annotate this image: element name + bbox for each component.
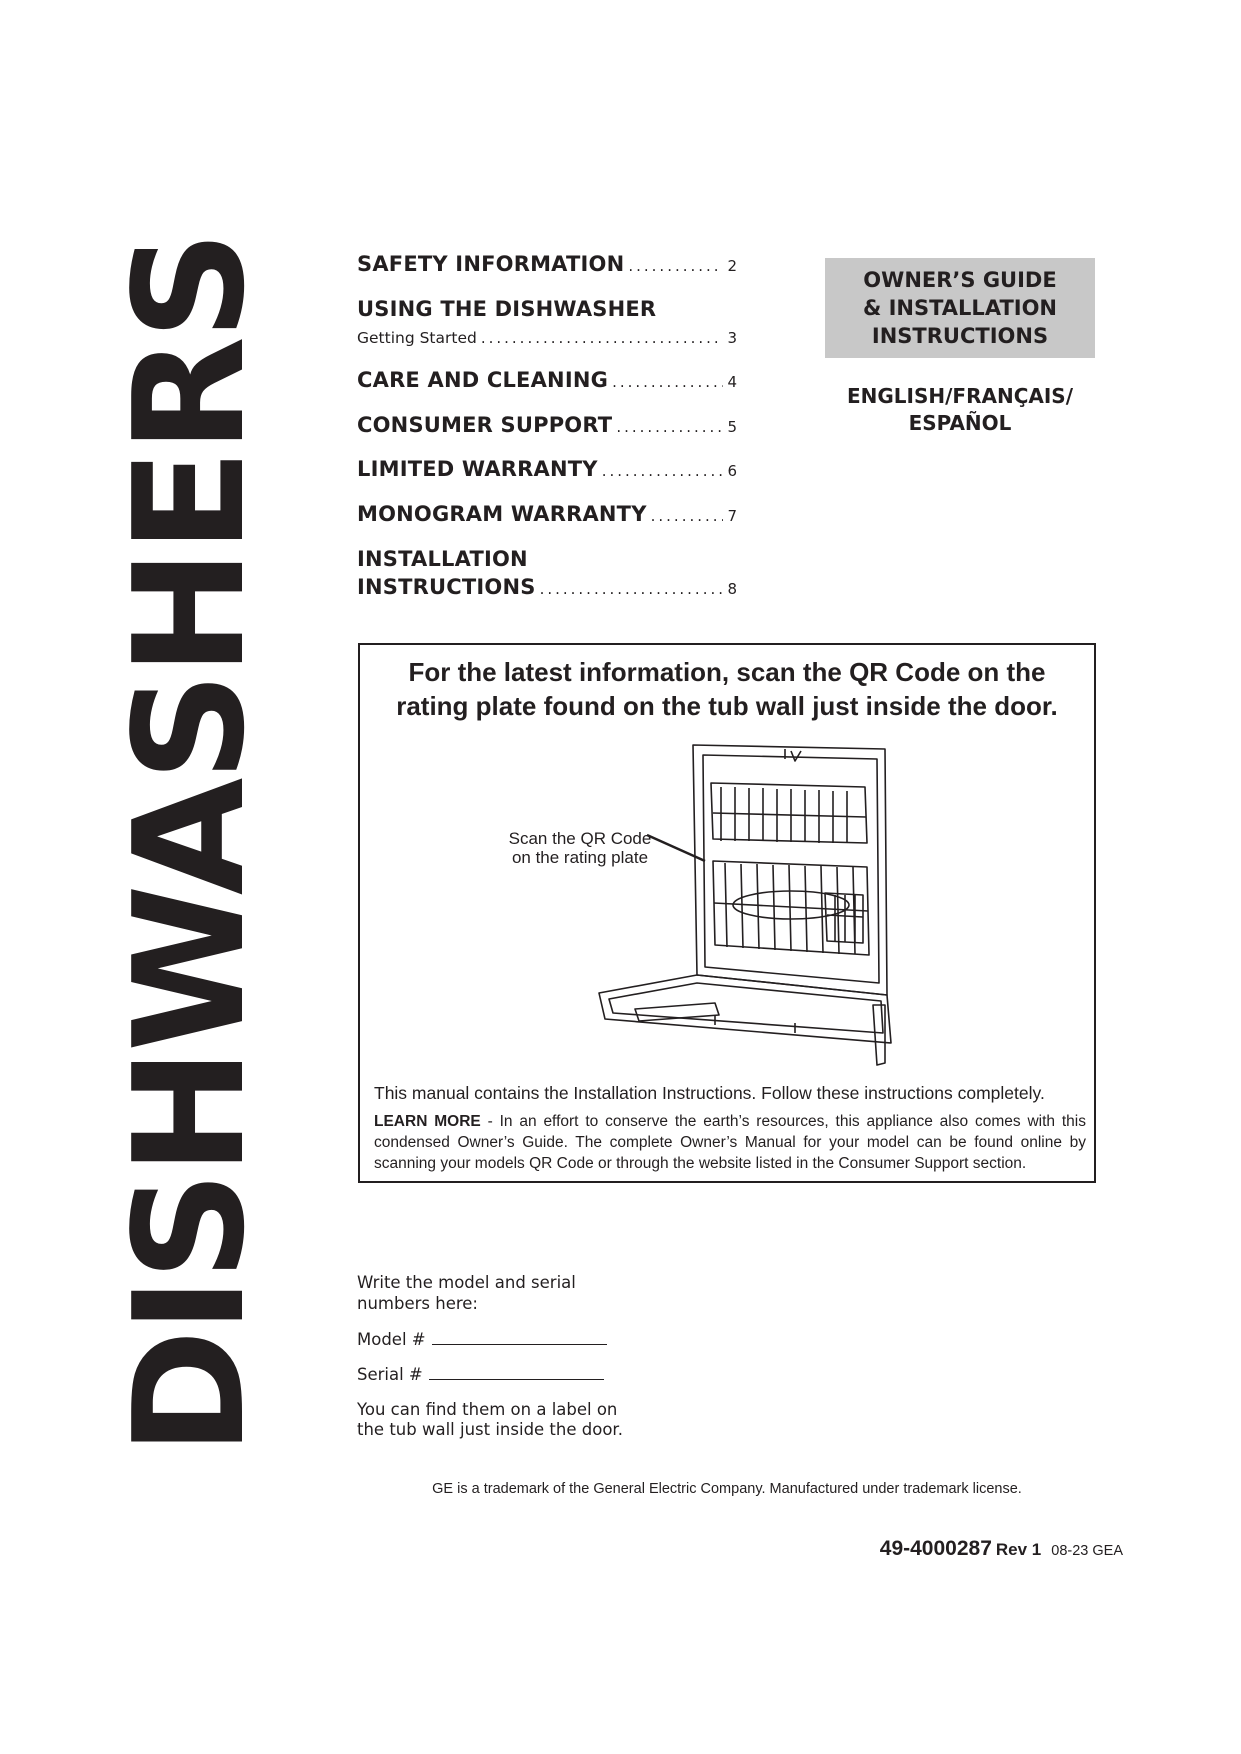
guide-box-line: INSTRUCTIONS	[871, 324, 1049, 348]
guide-box-line: OWNER’S GUIDE	[863, 268, 1057, 292]
languages-label	[825, 383, 1095, 437]
doc-revision: Rev 1	[995, 1540, 1042, 1559]
callout-line: Scan the QR Code	[508, 829, 652, 848]
toc-title: CARE AND CLEANING	[357, 368, 609, 392]
label-location-line: You can find them on a label on	[357, 1400, 618, 1419]
toc-page-number: 7	[727, 507, 737, 525]
toc-title: SAFETY INFORMATION	[357, 252, 625, 276]
qr-callout	[500, 829, 660, 867]
toc-leader-dots	[651, 507, 724, 525]
toc-title: MONOGRAM WARRANTY	[357, 502, 647, 526]
model-blank-line[interactable]	[432, 1330, 607, 1345]
toc-leader-dots	[481, 329, 724, 347]
toc-page-number: 8	[727, 580, 737, 598]
label-location-note	[357, 1400, 657, 1440]
languages-line: ESPAÑOL	[908, 411, 1012, 435]
toc-leader-dots	[540, 580, 724, 598]
toc-title: USING THE DISHWASHER	[357, 297, 657, 321]
toc-page-number: 4	[727, 373, 737, 391]
trademark-notice: GE is a trademark of the General Electric Company. Manufactured under trademark license.	[432, 1481, 1022, 1497]
qr-heading-line: For the latest information, scan the QR Code on the	[408, 657, 1046, 687]
toc-entry-limited-warranty[interactable]	[357, 457, 737, 481]
toc-subtitle: Getting Started	[357, 329, 477, 347]
languages-line: ENGLISH/FRANÇAIS/	[846, 384, 1074, 408]
toc-leader-dots	[628, 257, 723, 275]
callout-line: on the rating plate	[511, 848, 649, 867]
toc-entry-installation[interactable]	[357, 547, 737, 599]
toc-page-number: 6	[727, 462, 737, 480]
learn-more-text: - In an effort to conserve the earth’s resources, this appliance also comes with this condensed Owner’s Guide. The complete Owner’s Manual for your model can be found online by scanning your models QR Code or through the website listed in the Consumer Support section.	[374, 1113, 1086, 1172]
qr-info-box	[358, 643, 1096, 1183]
qr-heading-line: rating plate found on the tub wall just inside the door.	[396, 691, 1058, 721]
toc-page-number: 5	[727, 418, 737, 436]
toc-entry-care[interactable]	[357, 368, 737, 392]
learn-more-label: LEARN MORE	[374, 1113, 481, 1130]
toc-leader-dots	[616, 418, 723, 436]
toc-leader-dots	[612, 373, 723, 391]
toc-title: CONSUMER SUPPORT	[357, 413, 613, 437]
record-intro-line: Write the model and serial	[357, 1273, 576, 1292]
toc-page-number: 2	[727, 257, 737, 275]
toc-entry-safety[interactable]	[357, 252, 737, 276]
dishwasher-illustration	[595, 743, 945, 1068]
owners-guide-box	[825, 258, 1095, 358]
toc-entry-consumer-support[interactable]	[357, 413, 737, 437]
serial-label: Serial #	[357, 1365, 423, 1384]
doc-code: 49-4000287	[879, 1537, 992, 1560]
model-serial-record	[357, 1272, 657, 1440]
model-number-field[interactable]	[357, 1330, 657, 1349]
toc-title: LIMITED WARRANTY	[357, 457, 598, 481]
record-intro	[357, 1272, 617, 1314]
cover-title: DISHWASHERS	[101, 234, 278, 1456]
toc-title: INSTRUCTIONS	[357, 575, 536, 599]
doc-date-code: 08-23 GEA	[1051, 1543, 1123, 1559]
serial-number-field[interactable]	[357, 1365, 657, 1384]
qr-heading	[360, 655, 1094, 723]
toc-entry-using[interactable]	[357, 297, 737, 347]
manual-note: This manual contains the Installation Instructions. Follow these instructions completely.	[374, 1083, 1045, 1103]
guide-box-line: & INSTALLATION	[862, 296, 1058, 320]
model-label: Model #	[357, 1330, 426, 1349]
label-location-line: the tub wall just inside the door.	[357, 1420, 623, 1439]
toc-title: INSTALLATION	[357, 547, 528, 571]
toc-entry-monogram-warranty[interactable]	[357, 502, 737, 526]
toc-page-number: 3	[727, 329, 737, 347]
document-number	[880, 1537, 1123, 1561]
toc-leader-dots	[602, 462, 724, 480]
record-intro-line: numbers here:	[357, 1294, 478, 1313]
serial-blank-line[interactable]	[429, 1365, 604, 1380]
learn-more-paragraph	[374, 1111, 1086, 1174]
